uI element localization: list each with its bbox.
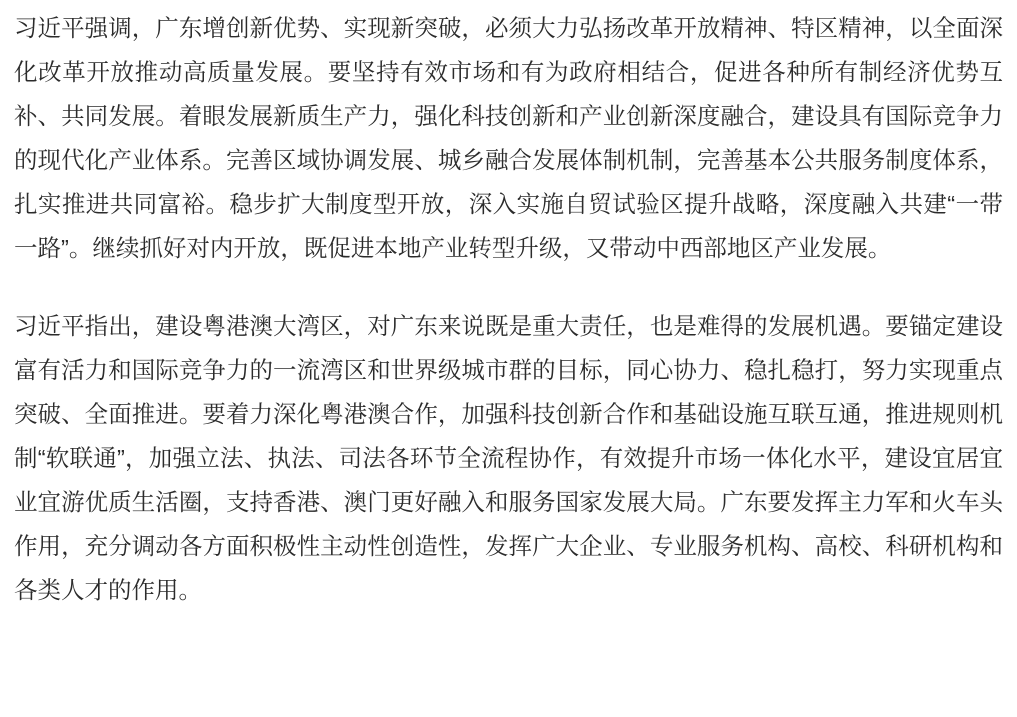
paragraph: 习近平指出，建设粤港澳大湾区，对广东来说既是重大责任，也是难得的发展机遇。要锚定建设富有活力和国际竞争力的一流湾区和世界级城市群的目标，同心协力、稳扎稳打，努力实现重点突破、全面推进。要着力深化粤港澳合作，加强科技创新合作和基础设施互联互通，推进规则机制“软联通”，加强立法、执法、司法各环节全流程协作，有效提升市场一体化水平，建设宜居宜业宜游优质生活圈，支持香港、澳门更好融入和服务国家发展大局。广东要发挥主力军和火车头作用，充分调动各方面积极性主动性创造性，发挥广大企业、专业服务机构、高校、科研机构和各类人才的作用。: [14, 313, 1003, 603]
paragraph: 习近平强调，广东增创新优势、实现新突破，必须大力弘扬改革开放精神、特区精神，以全面深化改革开放推动高质量发展。要坚持有效市场和有为政府相结合，促进各种所有制经济优势互补、共同发展。着眼发展新质生产力，强化科技创新和产业创新深度融合，建设具有国际竞争力的现代化产业体系。完善区域协调发展、城乡融合发展体制机制，完善基本公共服务制度体系，扎实推进共同富裕。稳步扩大制度型开放，深入实施自贸试验区提升战略，深度融入共建“一带一路”。继续抓好对内开放，既促进本地产业转型升级，又带动中西部地区产业发展。: [14, 15, 1003, 261]
